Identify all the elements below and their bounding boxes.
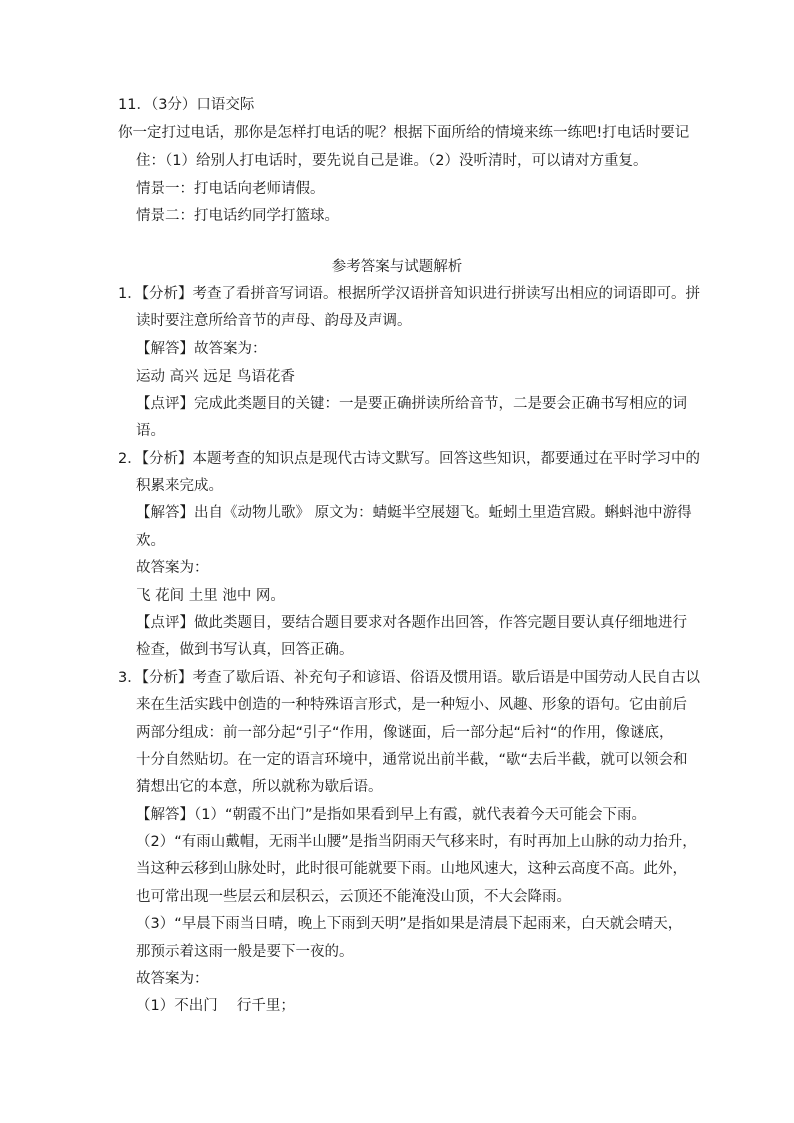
answer-3-answer-label: 故答案为： (136, 971, 209, 987)
question-11-text-line-2: 住：（1）给别人打电话时，要先说自己是谁。（2）没听清时，可以请对方重复。 (136, 153, 648, 169)
answer-2-solution-line-1: 【解答】出自《动物儿歌》 原文为：蜻蜓半空展翅飞。蚯蚓土里造宫殿。蝌蚪池中游得 (136, 505, 692, 521)
answer-1-comment-line-1: 【点评】完成此类题目的关键：一是要正确拼读所给音节，二是要会正确书写相应的词 (136, 396, 687, 412)
answer-2-analysis-line-1: 2．【分析】本题考查的知识点是现代古诗文默写。回答这些知识，都要通过在平时学习中的 (118, 451, 700, 467)
answer-3-solution-line-3: 当这种云移到山脉处时，此时很可能就要下雨。山地风速大，这种云高度不高。此外， (136, 861, 687, 877)
answer-2-comment-line-2: 检查，做到书写认真，回答正确。 (136, 642, 354, 658)
section-title: 参考答案与试题解析 (331, 259, 463, 275)
answer-2-comment-line-1: 【点评】做此类题目，要结合题目要求对各题作出回答，作答完题目要认真仔细地进行 (136, 615, 687, 631)
answer-1-solution-label: 【解答】故答案为： (136, 341, 267, 357)
answer-2-answer-text: 飞 花间 土里 池中 网。 (136, 588, 285, 604)
answer-1-solution-text: 运动 高兴 远足 鸟语花香 (136, 369, 295, 385)
answer-1-analysis-line-1: 1．【分析】考查了看拼音写词语。根据所学汉语拼音知识进行拼读写出相应的词语即可。拼 (118, 286, 700, 302)
answer-2-solution-line-2: 欢。 (136, 533, 165, 549)
answer-3-solution-line-6: 那预示着这雨一般是要下一夜的。 (136, 944, 354, 960)
answer-2-analysis-line-2: 积累来完成。 (136, 478, 223, 494)
question-11-text-line-1: 你一定打过电话，那你是怎样打电话的呢？根据下面所给的情境来练一练吧!打电话时要记 (118, 125, 690, 141)
answer-3-solution-line-1: 【解答】（1）“朝霞不出门”是指如果看到早上有霞，就代表着今天可能会下雨。 (136, 807, 646, 823)
answer-2-answer-label: 故答案为： (136, 560, 209, 576)
answer-1-comment-line-2: 语。 (136, 423, 165, 439)
answer-3-analysis-line-3: 两部分组成：前一部分起“引子“作用，像谜面，后一部分起“后衬“的作用，像谜底， (136, 725, 674, 741)
answer-3-solution-line-2: （2）“有雨山戴帽，无雨半山腰”是指当阴雨天气移来时，有时再加上山脉的动力抬升， (136, 834, 697, 850)
question-11-scenario-1: 情景一：打电话向老师请假。 (136, 181, 325, 197)
answer-1-analysis-line-2: 读时要注意所给音节的声母、韵母及声调。 (136, 313, 412, 329)
answer-3-solution-line-4: 也可常出现一些层云和层积云，云顶还不能淹没山顶，不大会降雨。 (136, 889, 571, 905)
answer-3-analysis-line-5: 猜想出它的本意，所以就称为歇后语。 (136, 779, 383, 795)
answer-3-analysis-line-2: 来在生活实践中创造的一种特殊语言形式，是一种短小、风趣、形象的语句。它由前后 (136, 697, 687, 713)
answer-3-solution-line-5: （3）“早晨下雨当日晴，晚上下雨到天明”是指如果是清晨下起雨来，白天就会晴天， (136, 916, 683, 932)
answer-3-answer-text: （1）不出门 行千里； (136, 998, 295, 1014)
answer-3-analysis-line-4: 十分自然贴切。在一定的语言环境中，通常说出前半截，“歇“去后半截，就可以领会和 (136, 752, 688, 768)
question-11-header: 11．（3分）口语交际 (118, 97, 255, 113)
answer-3-analysis-line-1: 3．【分析】考查了歇后语、补充句子和谚语、俗语及惯用语。歇后语是中国劳动人民自古以 (118, 670, 700, 686)
question-11-scenario-2: 情景二：打电话约同学打篮球。 (136, 208, 339, 224)
